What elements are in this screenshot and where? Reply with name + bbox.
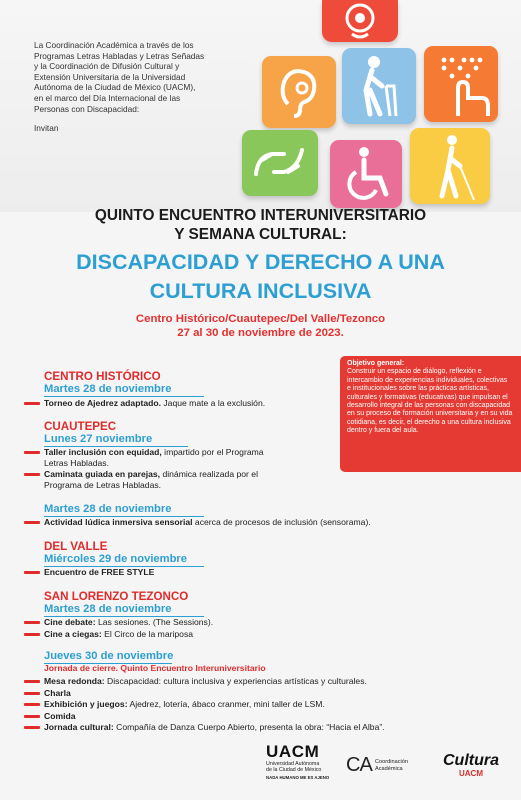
uacm-name-1: Universidad Autónoma [266, 761, 320, 767]
event-theme-line1: DISCAPACIDAD Y DERECHO A UNA [76, 250, 445, 274]
bullet-dash [24, 571, 40, 574]
cultura-wordmark: Cultura [443, 752, 499, 769]
intro-invitan: Invitan [34, 123, 59, 134]
objective-title: Objetivo general: [347, 360, 405, 367]
uacm-motto: NADA HUMANO ME ES AJENO [266, 774, 330, 780]
list-item: Taller inclusión con equidad, impartido por el Programa Letras Habladas. [44, 447, 264, 468]
section-tezonco: SAN LORENZO TEZONCO [44, 590, 189, 603]
day-del-valle: Miércoles 29 de noviembre [44, 553, 188, 565]
closing-day-label: Jornada de cierre. Quinto Encuentro Interuniversitario [44, 663, 266, 673]
bullet-dash [24, 680, 40, 683]
list-item: Jornada cultural: Compañía de Danza Cuerpo Abierto, presenta la obra: “Hacia el Alba”. [44, 722, 385, 732]
list-item: Comida [44, 711, 76, 721]
day-cuautepec-1: Lunes 27 noviembre [44, 433, 153, 445]
list-item: Mesa redonda: Discapacidad: cultura inclusiva y experiencias artísticas y culturales. [44, 676, 367, 686]
bullet-dash [24, 692, 40, 695]
list-item: Cine a ciegas: El Circo de la mariposa [44, 629, 194, 639]
bullet-dash [24, 473, 40, 476]
bullet-dash [24, 621, 40, 624]
ca-text: Coordinación Académica [375, 759, 408, 772]
bullet-dash [24, 521, 40, 524]
uacm-name-2: de la Ciudad de México [266, 767, 322, 774]
day-tezonco-1: Martes 28 de noviembre [44, 603, 172, 615]
section-cuautepec: CUAUTEPEC [44, 420, 117, 433]
cultura-uacm: UACM [459, 769, 483, 778]
day-tezonco-2: Jueves 30 de noviembre [44, 650, 174, 662]
cultura-uacm-logo [438, 752, 504, 786]
list-item: Cine debate: Las sesiones. (The Sessions). [44, 617, 214, 627]
list-item: Charla [44, 688, 71, 698]
event-title-line1: QUINTO ENCUENTRO INTERUNIVERSITARIO [94, 207, 427, 224]
ca-mark: CA [346, 754, 372, 776]
list-item: Torneo de Ajedrez adaptado. Jaque mate a la exclusión. [44, 398, 266, 408]
bullet-dash [24, 451, 40, 454]
day-centro: Martes 28 de noviembre [44, 383, 172, 395]
list-item: Actividad lúdica inmersiva sensorial acerca de procesos de inclusión (sensorama). [44, 517, 371, 527]
list-item: Caminata guiada en parejas, dinámica realizada por el Programa de Letras Habladas. [44, 469, 258, 490]
list-item: Encuentro de FREE STYLE [44, 567, 155, 577]
bullet-dash [24, 633, 40, 636]
event-locations: Centro Histórico/Cuautepec/Del Valle/Tezonco [135, 313, 386, 325]
bullet-dash [24, 726, 40, 729]
coordinacion-academica-logo [346, 754, 424, 778]
intro-paragraph: La Coordinación Académica a través de los Programas Letras Habladas y Letras Señadas y la Coordinación de Difusión Cultural y Extensión Universitaria de la Universidad Autónoma de la Ciudad de México (UACM), en el marco del Día Internacional de las Personas con Discapacidad: [34, 40, 205, 114]
event-dates: 27 al 30 de noviembre de 2023. [177, 327, 344, 339]
section-centro-historico: CENTRO HISTÓRICO [44, 370, 161, 383]
bullet-dash [24, 402, 40, 405]
bullet-dash [24, 715, 40, 718]
day-cuautepec-2: Martes 28 de noviembre [44, 503, 172, 515]
event-theme-line2: CULTURA INCLUSIVA [149, 279, 372, 303]
list-item: Exhibición y juegos: Ajedrez, lotería, ábaco cranmer, mini taller de LSM. [44, 699, 325, 709]
uacm-wordmark: UACM [266, 742, 320, 761]
bullet-dash [24, 703, 40, 706]
section-del-valle: DEL VALLE [44, 540, 108, 553]
objective-body: Construir un espacio de diálogo, reflexión e intercambio de experiencias individuales, colectivas e institucionales sobre las prácticas artísticas, culturales y formativas (educativas) que impulsan el desarrollo integral de las personas con discapacidad en su proceso de formación universitaria y en su vida cotidiana, es decir, el derecho a una cultura inclusiva dentro y fuera del aula. [347, 368, 513, 435]
uacm-logo [266, 742, 336, 780]
event-title-line2: Y SEMANA CULTURAL: [174, 225, 347, 243]
